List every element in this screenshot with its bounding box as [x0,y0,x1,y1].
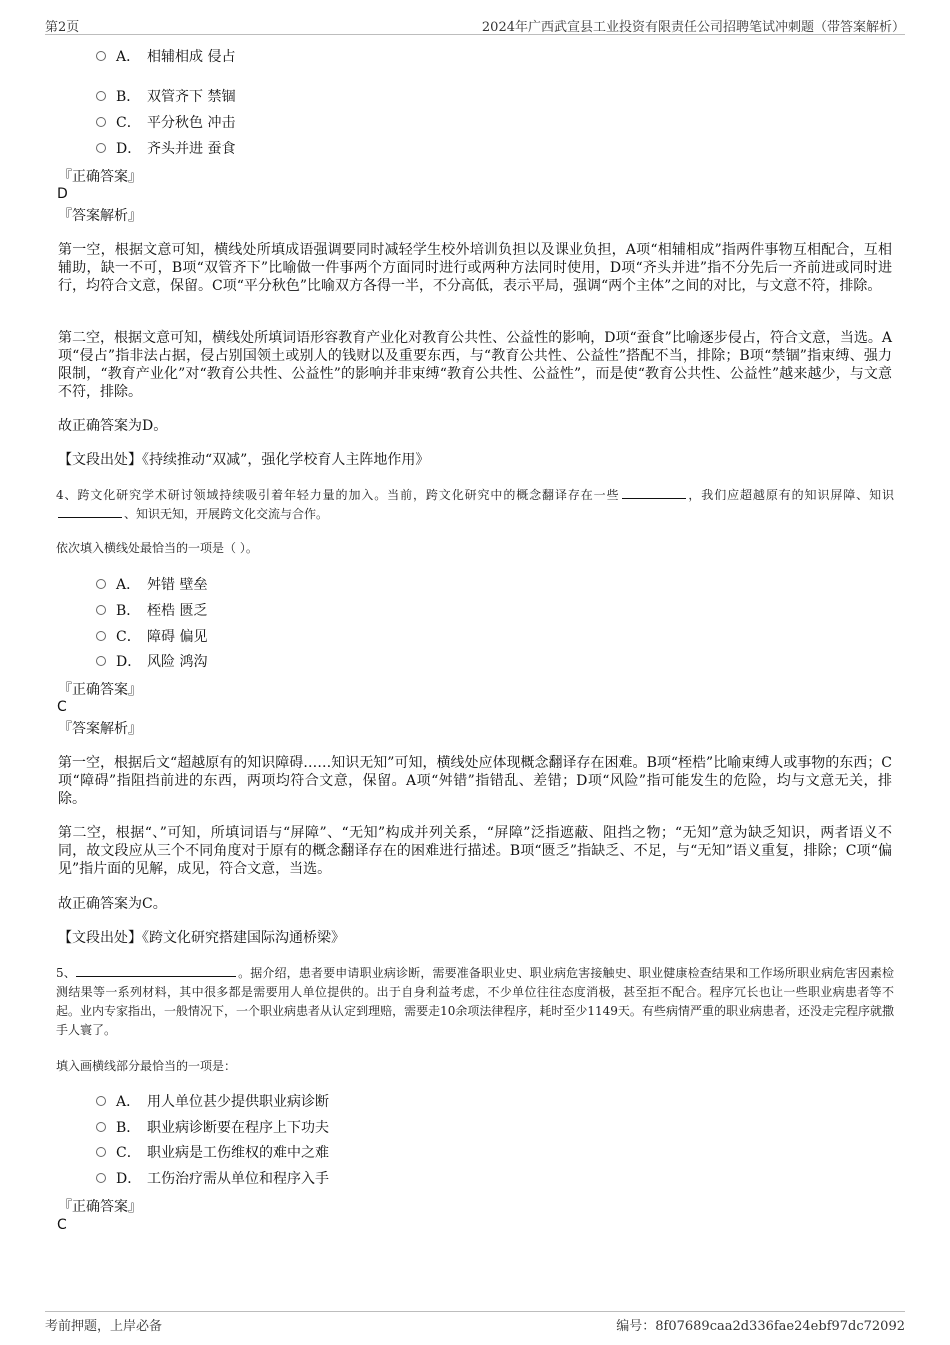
q4-option-d[interactable]: D． 风险 鸿沟 [96,652,207,672]
page-number: 第2页 [45,20,80,35]
q4-source: 【文段出处】《跨文化研究搭建国际沟通桥梁》 [58,930,345,946]
q3-analysis-para-1: 第一空，根据文意可知，横线处所填成语强调要同时减轻学生校外培训负担以及课业负担，A项“相辅相成”指两件事物互相配合，互相辅助，缺一不可，B项“双管齐下”比喻做一件事两个方面同时进行或两种方法同时使用，D项“齐头并进”指不分先后一齐前进或同时进行，均符合文意，保留。C项“平分秋色”比喻双方各得一半，不分高低，表示平局，强调“两个主体”之间的对比，与文意不符，排除。 [58,242,892,294]
q4-stem: 4、跨文化研究学术研讨领域持续吸引着年轻力量的加入。当前，跨文化研究中的概念翻译存在一些 ，我们应超越原有的知识屏障、知识、知识无知，开展跨文化交流与合作。 [56,488,894,521]
q4-answer-label: 『正确答案』 [58,682,142,698]
q5-prompt: 填入画横线部分最恰当的一项是： [56,1059,237,1073]
q5-option-b[interactable]: B． 职业病诊断要在程序上下功夫 [96,1118,329,1138]
q3-answer: D [57,186,68,202]
q3-conclusion: 故正确答案为D。 [58,418,168,434]
q3-option-a[interactable]: A． 相辅相成 侵占 [96,47,235,67]
q3-analysis-para-2: 第二空，根据文意可知，横线处所填词语形容教育产业化对教育公共性、公益性的影响，D项“蚕食”比喻逐步侵占，符合文意，当选。A项“侵占”指非法占据，侵占别国领土或别人的钱财以及重要东西，与“教育公共性、公益性”搭配不当，排除；B项“禁锢”指束缚、强力限制，“教育产业化”对“教育公共性、公益性”的影响并非束缚“教育公共性、公益性”，而是使“教育公共性、公益性”越来越少，与文意不符，排除。 [58,330,892,400]
q5-answer: C [57,1217,67,1233]
page-header [45,14,905,35]
q4-analysis-para-2: 第二空，根据“、”可知，所填词语与“屏障”、“无知”构成并列关系，“屏障”泛指遮蔽、阻挡之物；“无知”意为缺乏知识，两者语义不同，故文段应从三个不同角度对于原有的概念翻译存在的困难进行描述。B项“匮乏”指缺乏、不足，与“无知”语义重复，排除；C项“偏见”指片面的见解，成见，符合文意，当选。 [58,825,892,877]
q4-option-b[interactable]: B． 桎梏 匮乏 [96,601,207,621]
q4-option-a[interactable]: A． 舛错 壁垒 [96,575,207,595]
q3-analysis-label: 『答案解析』 [58,208,142,224]
blank-line [622,486,686,499]
q5-option-a[interactable]: A． 用人单位甚少提供职业病诊断 [96,1092,329,1112]
q3-source: 【文段出处】《持续推动“双减”，强化学校育人主阵地作用》 [58,452,430,468]
q4-prompt: 依次填入横线处最恰当的一项是（ ）。 [56,541,258,555]
q4-analysis-para-1: 第一空，根据后文“超越原有的知识障碍……知识无知”可知，横线处应体现概念翻译存在困难。B项“桎梏”比喻束缚人或事物的东西；C项“障碍”指阻挡前进的东西，两项均符合文意，保留。A项“舛错”指错乱、差错；D项“风险”指可能发生的危险，均与文意无关，排除。 [58,755,892,807]
radio-icon[interactable] [96,656,106,666]
document-title: 2024年广西武宣县工业投资有限责任公司招聘笔试冲刺题（带答案解析） [481,20,905,35]
q5-option-d[interactable]: D． 工伤治疗需从单位和程序入手 [96,1169,329,1189]
radio-icon[interactable] [96,579,106,589]
radio-icon[interactable] [96,91,106,101]
q3-option-d[interactable]: D． 齐头并进 蚕食 [96,139,235,159]
q3-option-c[interactable]: C． 平分秋色 冲击 [96,113,235,133]
radio-icon[interactable] [96,605,106,615]
radio-icon[interactable] [96,51,106,61]
q4-option-c[interactable]: C． 障碍 偏见 [96,627,207,647]
q4-conclusion: 故正确答案为C。 [58,896,167,912]
radio-icon[interactable] [96,631,106,641]
radio-icon[interactable] [96,1147,106,1157]
radio-icon[interactable] [96,1096,106,1106]
footer-slogan: 考前押题，上岸必备 [45,1319,163,1334]
blank-line [58,505,122,518]
page-footer [45,1311,905,1334]
radio-icon[interactable] [96,117,106,127]
q4-analysis-label: 『答案解析』 [58,721,142,737]
q5-stem: 5、 。据介绍，患者要申请职业病诊断，需要准备职业史、职业病危害接触史、职业健康检查结果和工作场所职业病危害因素检测结果等一系列材料，其中很多都是需要用人单位提供的。出于自身利益考虑，不少单位往往态度消极，甚至拒不配合。程序冗长也让一些职业病患者等不起。业内专家指出，一般情况下，一个职业病患者从认定到理赔，需要走10余项法律程序，耗时至少1149天。有些病情严重的职业病患者，还没走完程序就撒手人寰了。 [56,966,894,1037]
q3-option-b[interactable]: B． 双管齐下 禁锢 [96,87,235,107]
q5-option-c[interactable]: C． 职业病是工伤维权的难中之难 [96,1143,329,1163]
radio-icon[interactable] [96,1122,106,1132]
radio-icon[interactable] [96,1173,106,1183]
radio-icon[interactable] [96,143,106,153]
q4-answer: C [57,699,67,715]
q3-answer-label: 『正确答案』 [58,169,142,185]
document-code: 编号：8f07689caa2d336fae24ebf97dc72092 [616,1319,905,1334]
blank-line [76,964,236,977]
q5-answer-label: 『正确答案』 [58,1199,142,1215]
